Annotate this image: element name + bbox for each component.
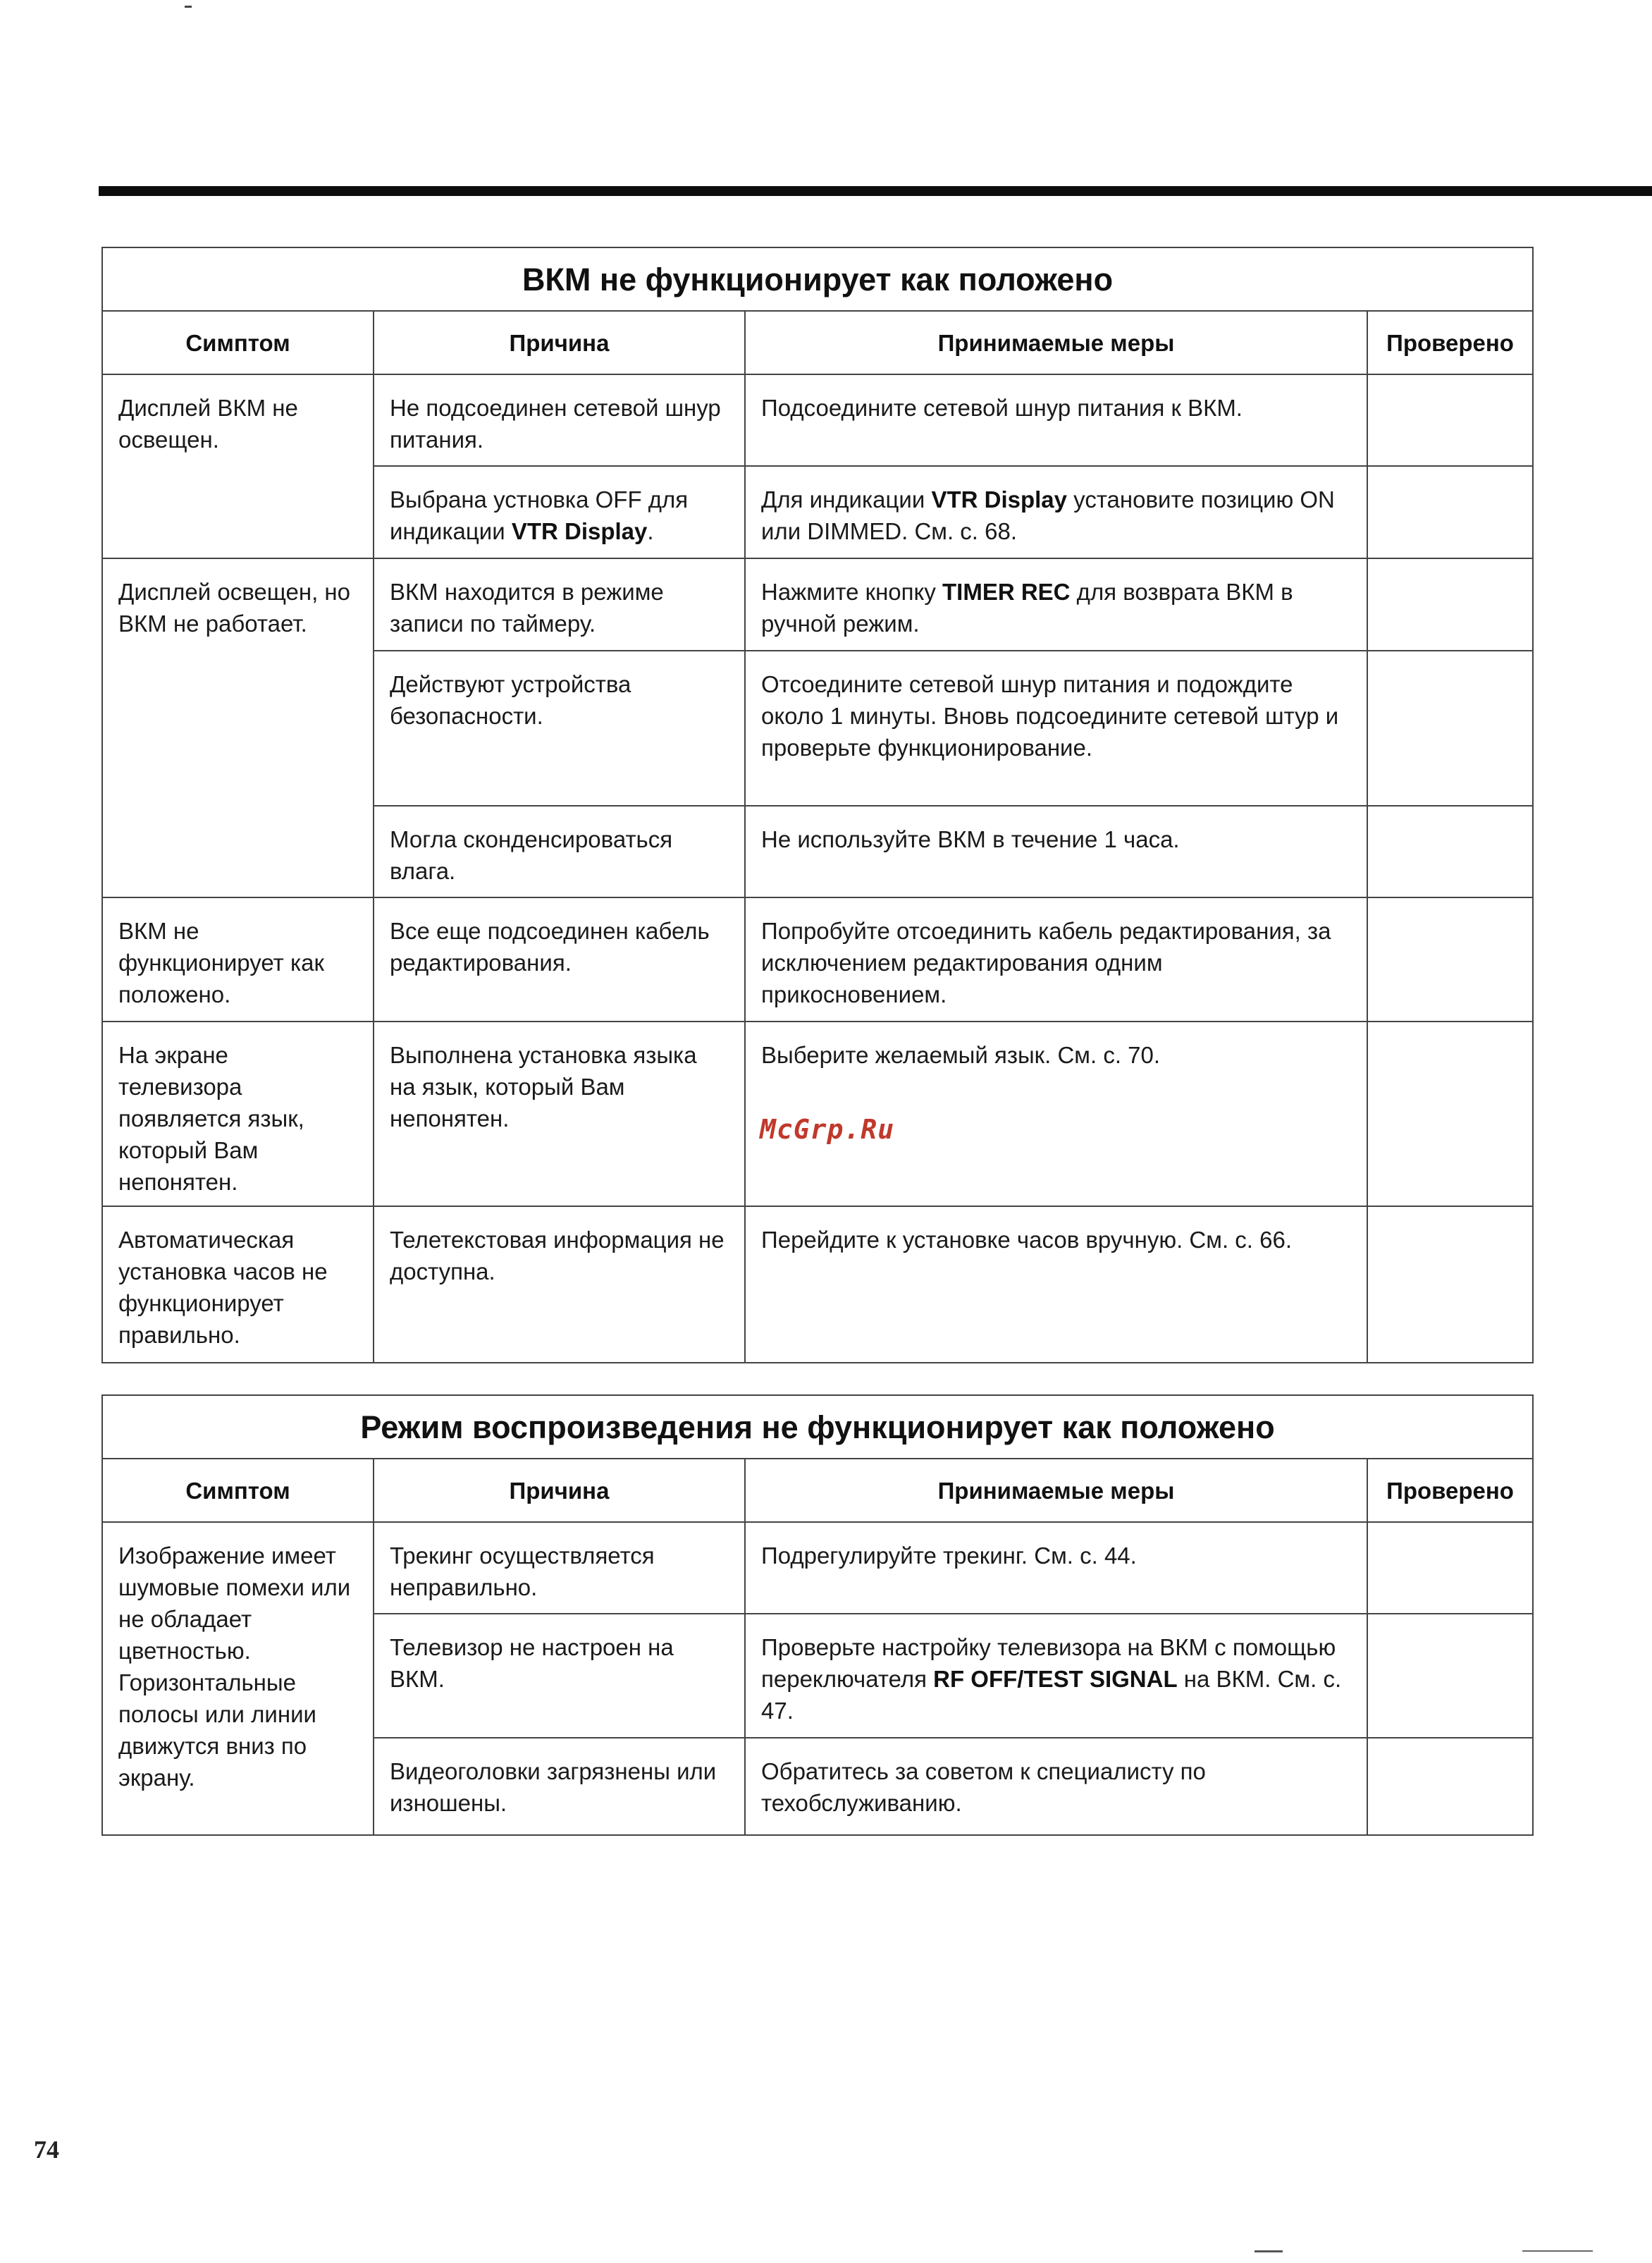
checked-cell xyxy=(1367,558,1533,651)
remedy-cell: Перейдите к установке часов вручную. См. с. 66. xyxy=(745,1206,1367,1363)
table-row xyxy=(102,1206,1533,1363)
checked-cell xyxy=(1367,651,1533,806)
cause-cell: Выбрана устновка OFF для индикации VTR Display. xyxy=(374,466,745,558)
checked-cell xyxy=(1367,897,1533,1022)
table-row xyxy=(102,374,1533,466)
checked-cell xyxy=(1367,1738,1533,1835)
troubleshooting-table-vcr xyxy=(101,247,1534,1363)
cause-cell: Трекинг осуществляется неправильно. xyxy=(374,1522,745,1614)
remedy-cell: Попробуйте отсоединить кабель редактирования, за исключением редактирования одним прикосновением. xyxy=(745,897,1367,1022)
cause-cell: Видеоголовки загрязнены или изношены. xyxy=(374,1738,745,1835)
scan-artifact xyxy=(1255,2250,1283,2252)
cause-cell: Телевизор не настроен на ВКМ. xyxy=(374,1614,745,1738)
remedy-cell: Нажмите кнопку TIMER REC для возврата ВКМ в ручной режим. xyxy=(745,558,1367,651)
scan-artifact xyxy=(1522,2250,1593,2252)
table-title: ВКМ не функционирует как положено xyxy=(102,247,1533,311)
remedy-cell: Для индикации VTR Display установите позицию ON или DIMMED. См. с. 68. xyxy=(745,466,1367,558)
header-symptom: Симптом xyxy=(102,311,374,374)
cause-cell: Телетекстовая информация не доступна. xyxy=(374,1206,745,1363)
checked-cell xyxy=(1367,1614,1533,1738)
symptom-cell: На экране телевизора появляется язык, который Вам непонятен. xyxy=(102,1022,374,1206)
page-number: 74 xyxy=(34,2135,59,2164)
symptom-cell: Изображение имеет шумовые помехи или не обладает цветностью. Горизонтальные полосы или линии движутся вниз по экрану. xyxy=(102,1522,374,1835)
remedy-cell: Подсоедините сетевой шнур питания к ВКМ. xyxy=(745,374,1367,466)
table-row xyxy=(102,897,1533,1022)
remedy-cell: Обратитесь за советом к специалисту по техобслуживанию. xyxy=(745,1738,1367,1835)
checked-cell xyxy=(1367,1206,1533,1363)
remedy-cell: Выберите желаемый язык. См. с. 70. xyxy=(745,1022,1367,1206)
header-cause: Причина xyxy=(374,311,745,374)
checked-cell xyxy=(1367,1522,1533,1614)
remedy-cell: Не используйте ВКМ в течение 1 часа. xyxy=(745,806,1367,897)
header-checked: Проверено xyxy=(1367,1459,1533,1522)
table-title: Режим воспроизведения не функционирует как положено xyxy=(102,1395,1533,1459)
remedy-cell: Отсоедините сетевой шнур питания и подождите около 1 минуты. Вновь подсоедините сетевой штур и проверьте функционирование. xyxy=(745,651,1367,806)
remedy-cell: Подрегулируйте трекинг. См. с. 44. xyxy=(745,1522,1367,1614)
symptom-cell: ВКМ не функционирует как положено. xyxy=(102,897,374,1022)
header-checked: Проверено xyxy=(1367,311,1533,374)
remedy-cell: Проверьте настройку телевизора на ВКМ с помощью переключателя RF OFF/TEST SIGNAL на ВКМ. См. с. 47. xyxy=(745,1614,1367,1738)
header-remedy: Принимаемые меры xyxy=(745,311,1367,374)
header-cause: Причина xyxy=(374,1459,745,1522)
cause-cell: Действуют устройства безопасности. xyxy=(374,651,745,806)
cause-cell: Выполнена установка языка на язык, который Вам непонятен. xyxy=(374,1022,745,1206)
table-row xyxy=(102,558,1533,651)
symptom-cell: Дисплей освещен, но ВКМ не работает. xyxy=(102,558,374,897)
symptom-cell: Дисплей ВКМ не освещен. xyxy=(102,374,374,558)
cause-cell: ВКМ находится в режиме записи по таймеру. xyxy=(374,558,745,651)
troubleshooting-table-playback xyxy=(101,1394,1534,1836)
table-row xyxy=(102,1522,1533,1614)
scan-artifact xyxy=(185,6,192,8)
cause-cell: Не подсоединен сетевой шнур питания. xyxy=(374,374,745,466)
checked-cell xyxy=(1367,1022,1533,1206)
watermark: McGrp.Ru xyxy=(760,1114,895,1145)
cause-cell: Все еще подсоединен кабель редактирования. xyxy=(374,897,745,1022)
checked-cell xyxy=(1367,806,1533,897)
header-remedy: Принимаемые меры xyxy=(745,1459,1367,1522)
cause-cell: Могла сконденсироваться влага. xyxy=(374,806,745,897)
header-symptom: Симптом xyxy=(102,1459,374,1522)
checked-cell xyxy=(1367,374,1533,466)
checked-cell xyxy=(1367,466,1533,558)
symptom-cell: Автоматическая установка часов не функционирует правильно. xyxy=(102,1206,374,1363)
top-rule xyxy=(99,186,1652,196)
